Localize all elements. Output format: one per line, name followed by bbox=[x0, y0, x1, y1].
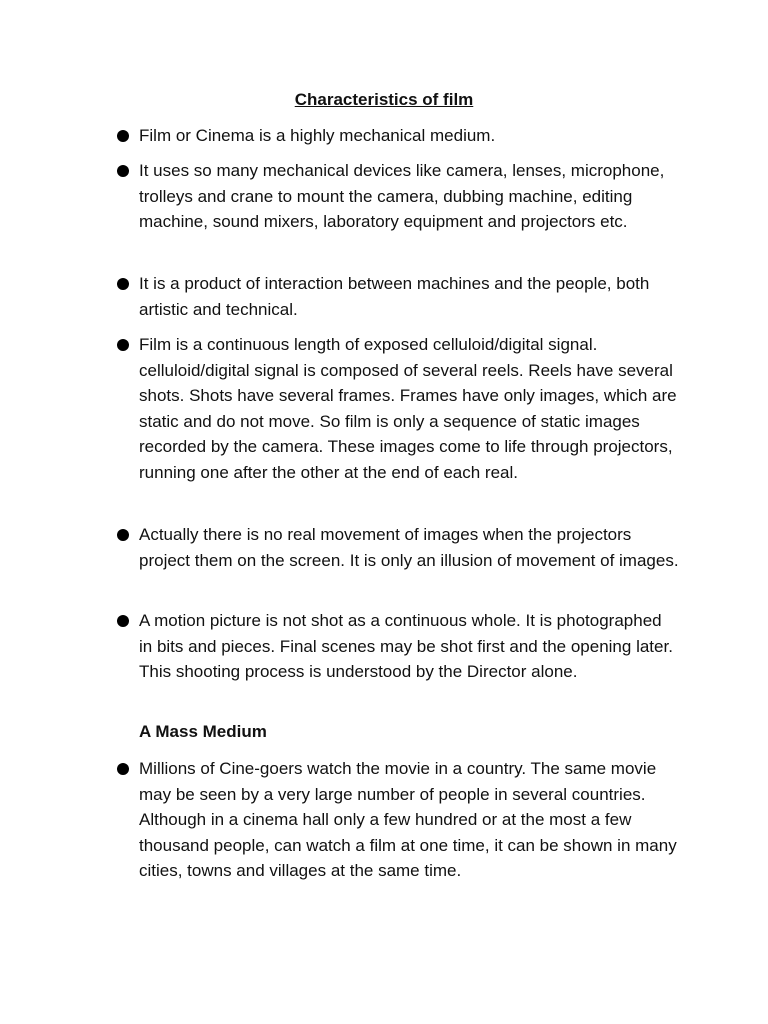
document-title: Characteristics of film bbox=[294, 90, 474, 109]
list-item-text: A motion picture is not shot as a continuous whole. It is photographed in bits and pieces. Final scenes may be shot first and the opening later. This shooting process is understood by the Director alone. bbox=[139, 611, 673, 682]
bullet-icon bbox=[117, 529, 129, 541]
bullet-icon bbox=[117, 130, 129, 142]
list-item-text: Film or Cinema is a highly mechanical medium. bbox=[139, 126, 496, 145]
list-item bbox=[139, 158, 679, 235]
bullet-icon bbox=[117, 278, 129, 290]
list-item-text: Film is a continuous length of exposed celluloid/digital signal. celluloid/digital signal is composed of several reels. Reels have several shots. Shots have several frames. Frames have only images, which are static and do not move. So film is only a sequence of static images recorded by the camera. These images come to life through projectors, running one after the other at the end of each real. bbox=[139, 335, 677, 482]
list-item-text: It is a product of interaction between machines and the people, both artistic and technical. bbox=[139, 274, 650, 319]
bullet-icon bbox=[117, 763, 129, 775]
list-item bbox=[139, 756, 679, 884]
list-item bbox=[139, 332, 679, 486]
list-item bbox=[139, 123, 679, 149]
section-heading: A Mass Medium bbox=[139, 722, 267, 741]
list-item-text: Actually there is no real movement of images when the projectors project them on the screen. It is only an illusion of movement of images. bbox=[139, 525, 679, 570]
list-item-text: It uses so many mechanical devices like camera, lenses, microphone, trolleys and crane to mount the camera, dubbing machine, editing machine, sound mixers, laboratory equipment and projectors etc. bbox=[139, 161, 665, 232]
list-item-text: Millions of Cine-goers watch the movie in a country. The same movie may be seen by a very large number of people in several countries. Although in a cinema hall only a few hundred or at the most a few thousand people, can watch a film at one time, it can be shown in many cities, towns and villages at the same time. bbox=[139, 759, 677, 881]
list-item bbox=[139, 522, 679, 573]
list-item bbox=[139, 271, 679, 322]
bullet-icon bbox=[117, 339, 129, 351]
bullet-icon bbox=[117, 165, 129, 177]
bullet-icon bbox=[117, 615, 129, 627]
list-item bbox=[139, 608, 679, 685]
